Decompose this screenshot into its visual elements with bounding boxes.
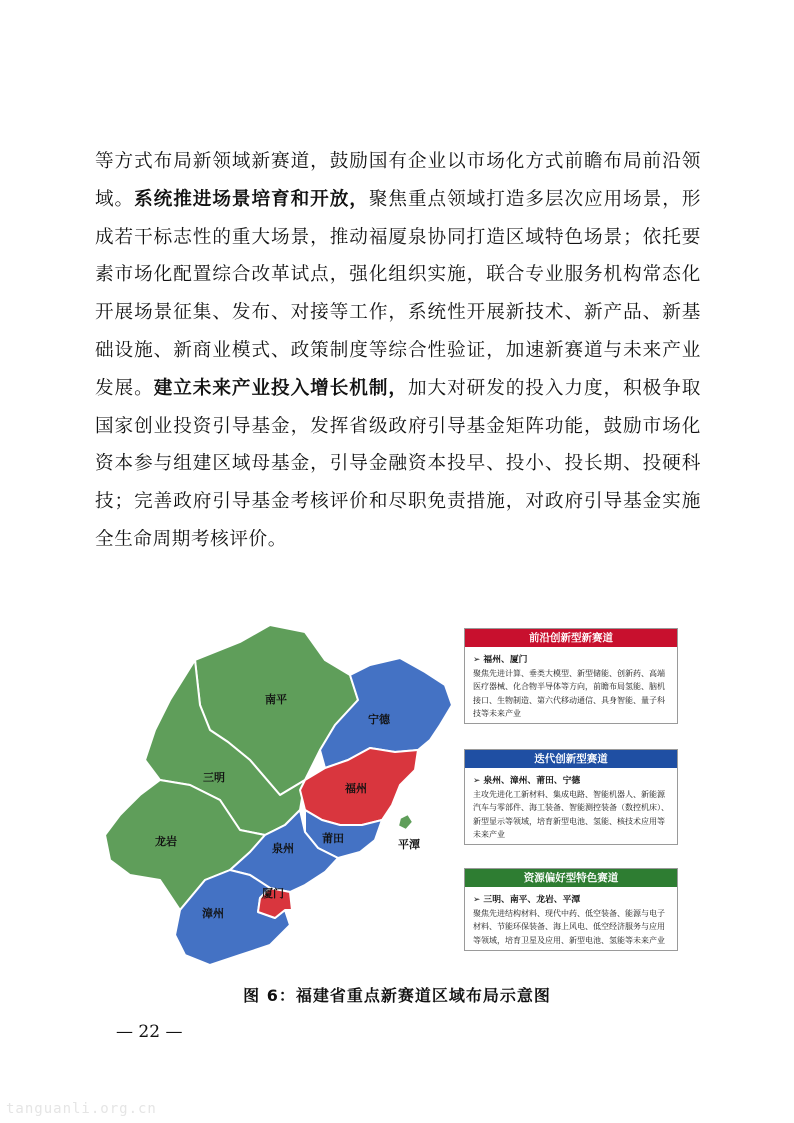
body-paragraph (95, 143, 701, 559)
region-pingtan (398, 814, 413, 830)
label-quanzhou: 泉州 (272, 842, 294, 855)
page-number: — 22 — (116, 1022, 183, 1042)
legend-title-frontier: 前沿创新型新赛道 (465, 629, 677, 647)
label-longyan: 龙岩 (155, 835, 177, 848)
legend-box-iterative (464, 749, 678, 845)
label-pingtan: 平潭 (398, 838, 420, 851)
paragraph-text-2: 聚焦重点领域打造多层次应用场景，形成若干标志性的重大场景，推动福厦泉协同打造区域特色场景；依托要素市场化配置综合改革试点，强化组织实施，联合专业服务机构常态化开展场景征集、发布、对接等工作，系统性开展新技术、新产品、新基础设施、新商业模式、政策制度等综合性验证，加速新赛道与未来产业发展。 (95, 188, 702, 399)
legend-title-iterative: 迭代创新型赛道 (465, 750, 677, 768)
label-putian: 莆田 (322, 832, 344, 845)
label-xiamen: 厦门 (262, 887, 284, 900)
paragraph-bold-1: 系统推进场景培育和开放， (134, 188, 369, 210)
paragraph-text-3: 加大对研发的投入力度，积极争取国家创业投资引导基金，发挥省级政府引导基金矩阵功能，鼓励市场化资本参与组建区域母基金，引导金融资本投早、投小、投长期、投硬科技；完善政府引导基金考核评价和尽职免责措施，对政府引导基金实施全生命周期考核评价。 (95, 377, 701, 550)
legend-box-resource (464, 868, 678, 951)
legend-title-resource: 资源偏好型特色赛道 (465, 869, 677, 887)
legend-desc-frontier: 聚焦先进计算、垂类大模型、新型储能、创新药、高端医疗器械、化合物半导体等方向，前瞻布局氢能、脑机接口、生物制造、第六代移动通信、具身智能、量子科技等未来产业 (473, 669, 665, 718)
fujian-region-map (100, 620, 460, 970)
label-nanping: 南平 (265, 693, 287, 706)
legend-cities-resource: ➢ 三明、南平、龙岩、平潭 (473, 895, 581, 905)
paragraph-bold-2: 建立未来产业投入增长机制， (153, 377, 408, 399)
label-ningde: 宁德 (368, 713, 390, 726)
legend-desc-resource: 聚焦先进结构材料、现代中药、低空装备、能源与电子材料、节能环保装备、海上风电、低空经济服务与应用等领域，培育卫星及应用、新型电池、氢能等未来产业 (473, 909, 665, 945)
figure-caption: 图 6：福建省重点新赛道区域布局示意图 (243, 986, 551, 1005)
legend-cities-frontier: ➢ 福州、厦门 (473, 655, 528, 665)
watermark-text: tanguanli.org.cn (6, 1101, 157, 1117)
label-fuzhou: 福州 (345, 782, 367, 795)
label-sanming: 三明 (203, 771, 225, 784)
legend-cities-iterative: ➢ 泉州、漳州、莆田、宁德 (473, 776, 581, 786)
legend-desc-iterative: 主攻先进化工新材料、集成电路、智能机器人、新能源汽车与零部件、海工装备、智能测控装备（数控机床）、新型显示等领域，培育新型电池、氢能、核技术应用等未来产业 (473, 790, 669, 839)
label-zhangzhou: 漳州 (202, 907, 224, 920)
paragraph-text-1: 等方式布局新领域新赛道，鼓励国有企业以市场化方式前瞻布局前沿领域。 (95, 151, 701, 210)
legend-box-frontier (464, 628, 678, 724)
